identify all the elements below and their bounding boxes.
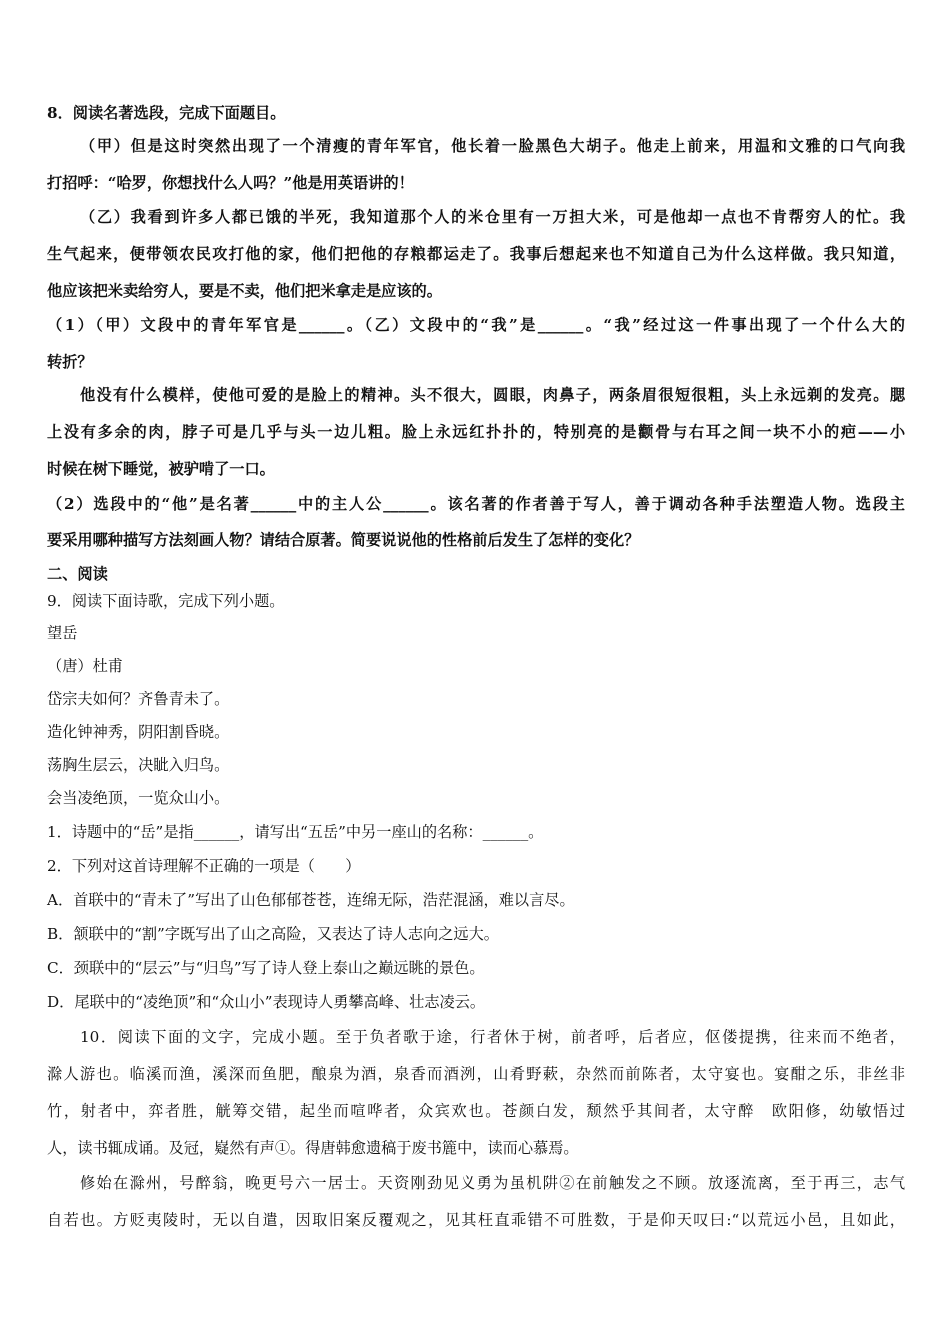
q10-p2-line-1: 修始在滁州，号醉翁，晚更号六一居士。天资刚劲见义勇为虽机阱②在前触发之不顾。放逐流离，至于再三，志气 [80, 1174, 905, 1192]
q9-title: 9．阅读下面诗歌，完成下列小题。 [47, 592, 285, 610]
q8-jia-line-1: （甲）但是这时突然出现了一个清瘦的青年军官，他长着一脸黑色大胡子。他走上前来，用温和文雅的口气向我 [80, 137, 905, 155]
q8-sub2-line-1: （2）选段中的“他”是名著______中的主人公______。该名著的作者善于写人，善于调动各种手法塑造人物。选段主 [47, 495, 905, 513]
q8-sub1-line-1: （1）（甲）文段中的青年军官是______。（乙）文段中的“我”是______。“我”经过这一件事出现了一个什么大的 [47, 316, 905, 334]
q10-p1-line-3: 竹，射者中，弈者胜，觥筹交错，起坐而喧哗者，众宾欢也。苍颜白发，颓然乎其间者，太守醉 欧阳修，幼敏悟过 [47, 1102, 905, 1120]
option-c: C．颈联中的“层云”与“归鸟”写了诗人登上泰山之巅远眺的景色。 [47, 959, 485, 977]
q8-yi-line-2: 生气起来，便带领农民攻打他的家，他们把他的存粮都运走了。我事后想起来也不知道自己为什么这样做。我只知道， [47, 245, 905, 263]
poem-line: 会当凌绝顶，一览众山小。 [47, 789, 230, 807]
q9-sub1: 1．诗题中的“岳”是指______，请写出“五岳”中另一座山的名称：______。 [47, 823, 544, 841]
q8-passage-line-2: 上没有多余的肉，脖子可是几乎与头一边儿粗。脸上永远红扑扑的，特别亮的是颧骨与右耳之间一块不小的疤——小 [47, 423, 905, 441]
poem-title: 望岳 [47, 624, 78, 642]
q10-p2-line-2: 自若也。方贬夷陵时，无以自遣，因取旧案反覆观之，见其枉直乖错不可胜数，于是仰天叹曰:“以荒远小邑，且如此， [47, 1211, 905, 1229]
q8-passage-line-3: 时候在树下睡觉，被驴啃了一口。 [47, 460, 275, 478]
option-d: D．尾联中的“凌绝顶”和“众山小”表现诗人勇攀高峰、壮志凌云。 [47, 993, 486, 1011]
poem-line: 造化钟神秀，阴阳割昏晓。 [47, 723, 230, 741]
q10-p1-line-2: 滁人游也。临溪而渔，溪深而鱼肥，酿泉为酒，泉香而酒洌，山肴野蔌，杂然而前陈者，太守宴也。宴酣之乐，非丝非 [47, 1065, 905, 1083]
section-heading: 二、阅读 [47, 565, 108, 583]
q8-sub1-line-2: 转折？ [47, 353, 93, 371]
q8-title: 8．阅读名著选段，完成下面题目。 [47, 104, 286, 122]
poem-line: 岱宗夫如何？齐鲁青未了。 [47, 690, 230, 708]
q10-p1-line-1: 10．阅读下面的文字，完成小题。至于负者歌于途，行者休于树，前者呼，后者应，伛偻提携，往来而不绝者， [80, 1028, 905, 1046]
poem-author: （唐）杜甫 [47, 657, 123, 675]
q8-passage-line-1: 他没有什么模样，使他可爱的是脸上的精神。头不很大，圆眼，肉鼻子，两条眉很短很粗，头上永远剃的发亮。腮 [80, 386, 905, 404]
q10-p1-line-4: 人，读书辄成诵。及冠，嶷然有声①。得唐韩愈遗稿于废书簏中，读而心慕焉。 [47, 1139, 579, 1157]
q8-yi-line-3: 他应该把米卖给穷人，要是不卖，他们把米拿走是应该的。 [47, 282, 442, 300]
q8-sub2-line-2: 要采用哪种描写方法刻画人物？请结合原著。简要说说他的性格前后发生了怎样的变化？ [47, 531, 640, 549]
q8-yi-line-1: （乙）我看到许多人都已饿的半死，我知道那个人的米仓里有一万担大米，可是他却一点也不肯帮穷人的忙。我 [80, 208, 905, 226]
q9-sub2: 2．下列对这首诗理解不正确的一项是（ ） [47, 857, 361, 875]
option-a: A．首联中的“青未了”写出了山色郁郁苍苍，连绵无际，浩茫混涵，难以言尽。 [47, 891, 575, 909]
poem-line: 荡胸生层云，决眦入归鸟。 [47, 756, 230, 774]
q8-jia-line-2: 打招呼：“哈罗，你想找什么人吗？”他是用英语讲的！ [47, 174, 414, 192]
option-b: B．颔联中的“割”字既写出了山之高险，又表达了诗人志向之远大。 [47, 925, 499, 943]
